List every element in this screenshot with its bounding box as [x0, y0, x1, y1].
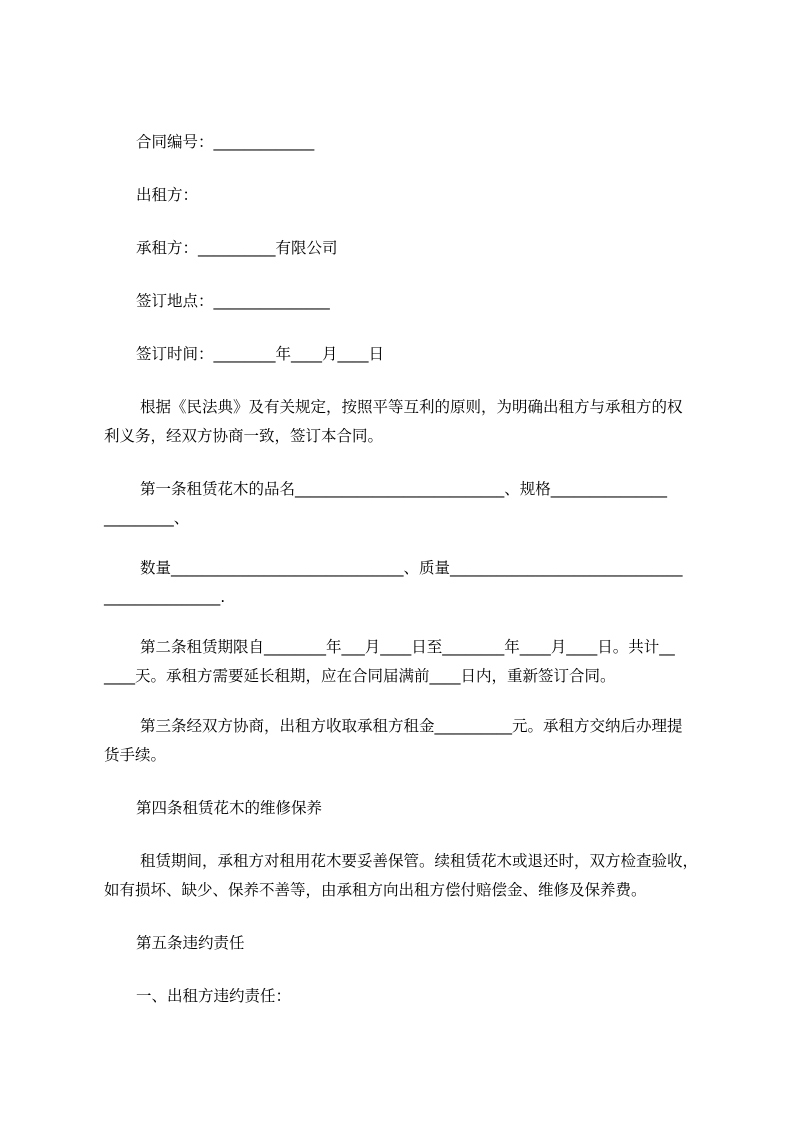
article-5-title: 第五条违约责任 [136, 934, 245, 952]
lessee-label: 承租方：__________有限公司 [136, 239, 338, 257]
article-4-line-2: 如有损坏、缺少、保养不善等，由承租方向出租方偿付赔偿金、维修及保养费。 [104, 881, 647, 899]
intro-line-2: 利义务，经双方协商一致，签订本合同。 [104, 427, 384, 445]
article-2-line-2: ____天。承租方需要延长租期，应在合同届满前____日内，重新签订合同。 [104, 667, 616, 685]
article-5-sub-1: 一、出租方违约责任： [136, 987, 292, 1005]
article-4-line-1: 租赁期间，承租方对租用花木要妥善保管。续租赁花木或退还时，双方检查验收， [140, 852, 699, 870]
article-1-line-4: _______________. [104, 588, 226, 606]
article-3-line-2: 货手续。 [104, 746, 167, 764]
lessor-label: 出租方： [136, 186, 199, 204]
signing-time: 签订时间：________年____月____日 [136, 345, 385, 363]
article-2-line-1: 第二条租赁期限自________年___月____日至________年____月____日。共计__ [140, 638, 675, 656]
article-1-line-1: 第一条租赁花木的品名___________________________、规格_______________ [140, 480, 668, 498]
contract-number: 合同编号：_____________ [136, 133, 315, 151]
article-3-line-1: 第三条经双方协商，出租方收取承租方租金__________元。承租方交纳后办理提 [140, 717, 683, 735]
article-4-title: 第四条租赁花木的维修保养 [136, 799, 323, 817]
signing-place: 签订地点：_______________ [136, 292, 330, 310]
article-1-line-3: 数量______________________________、质量______________________________ [140, 559, 683, 577]
intro-line-1: 根据《民法典》及有关规定，按照平等互利的原则，为明确出租方与承租方的权 [140, 398, 683, 416]
article-1-line-2: _________、 [104, 509, 190, 527]
